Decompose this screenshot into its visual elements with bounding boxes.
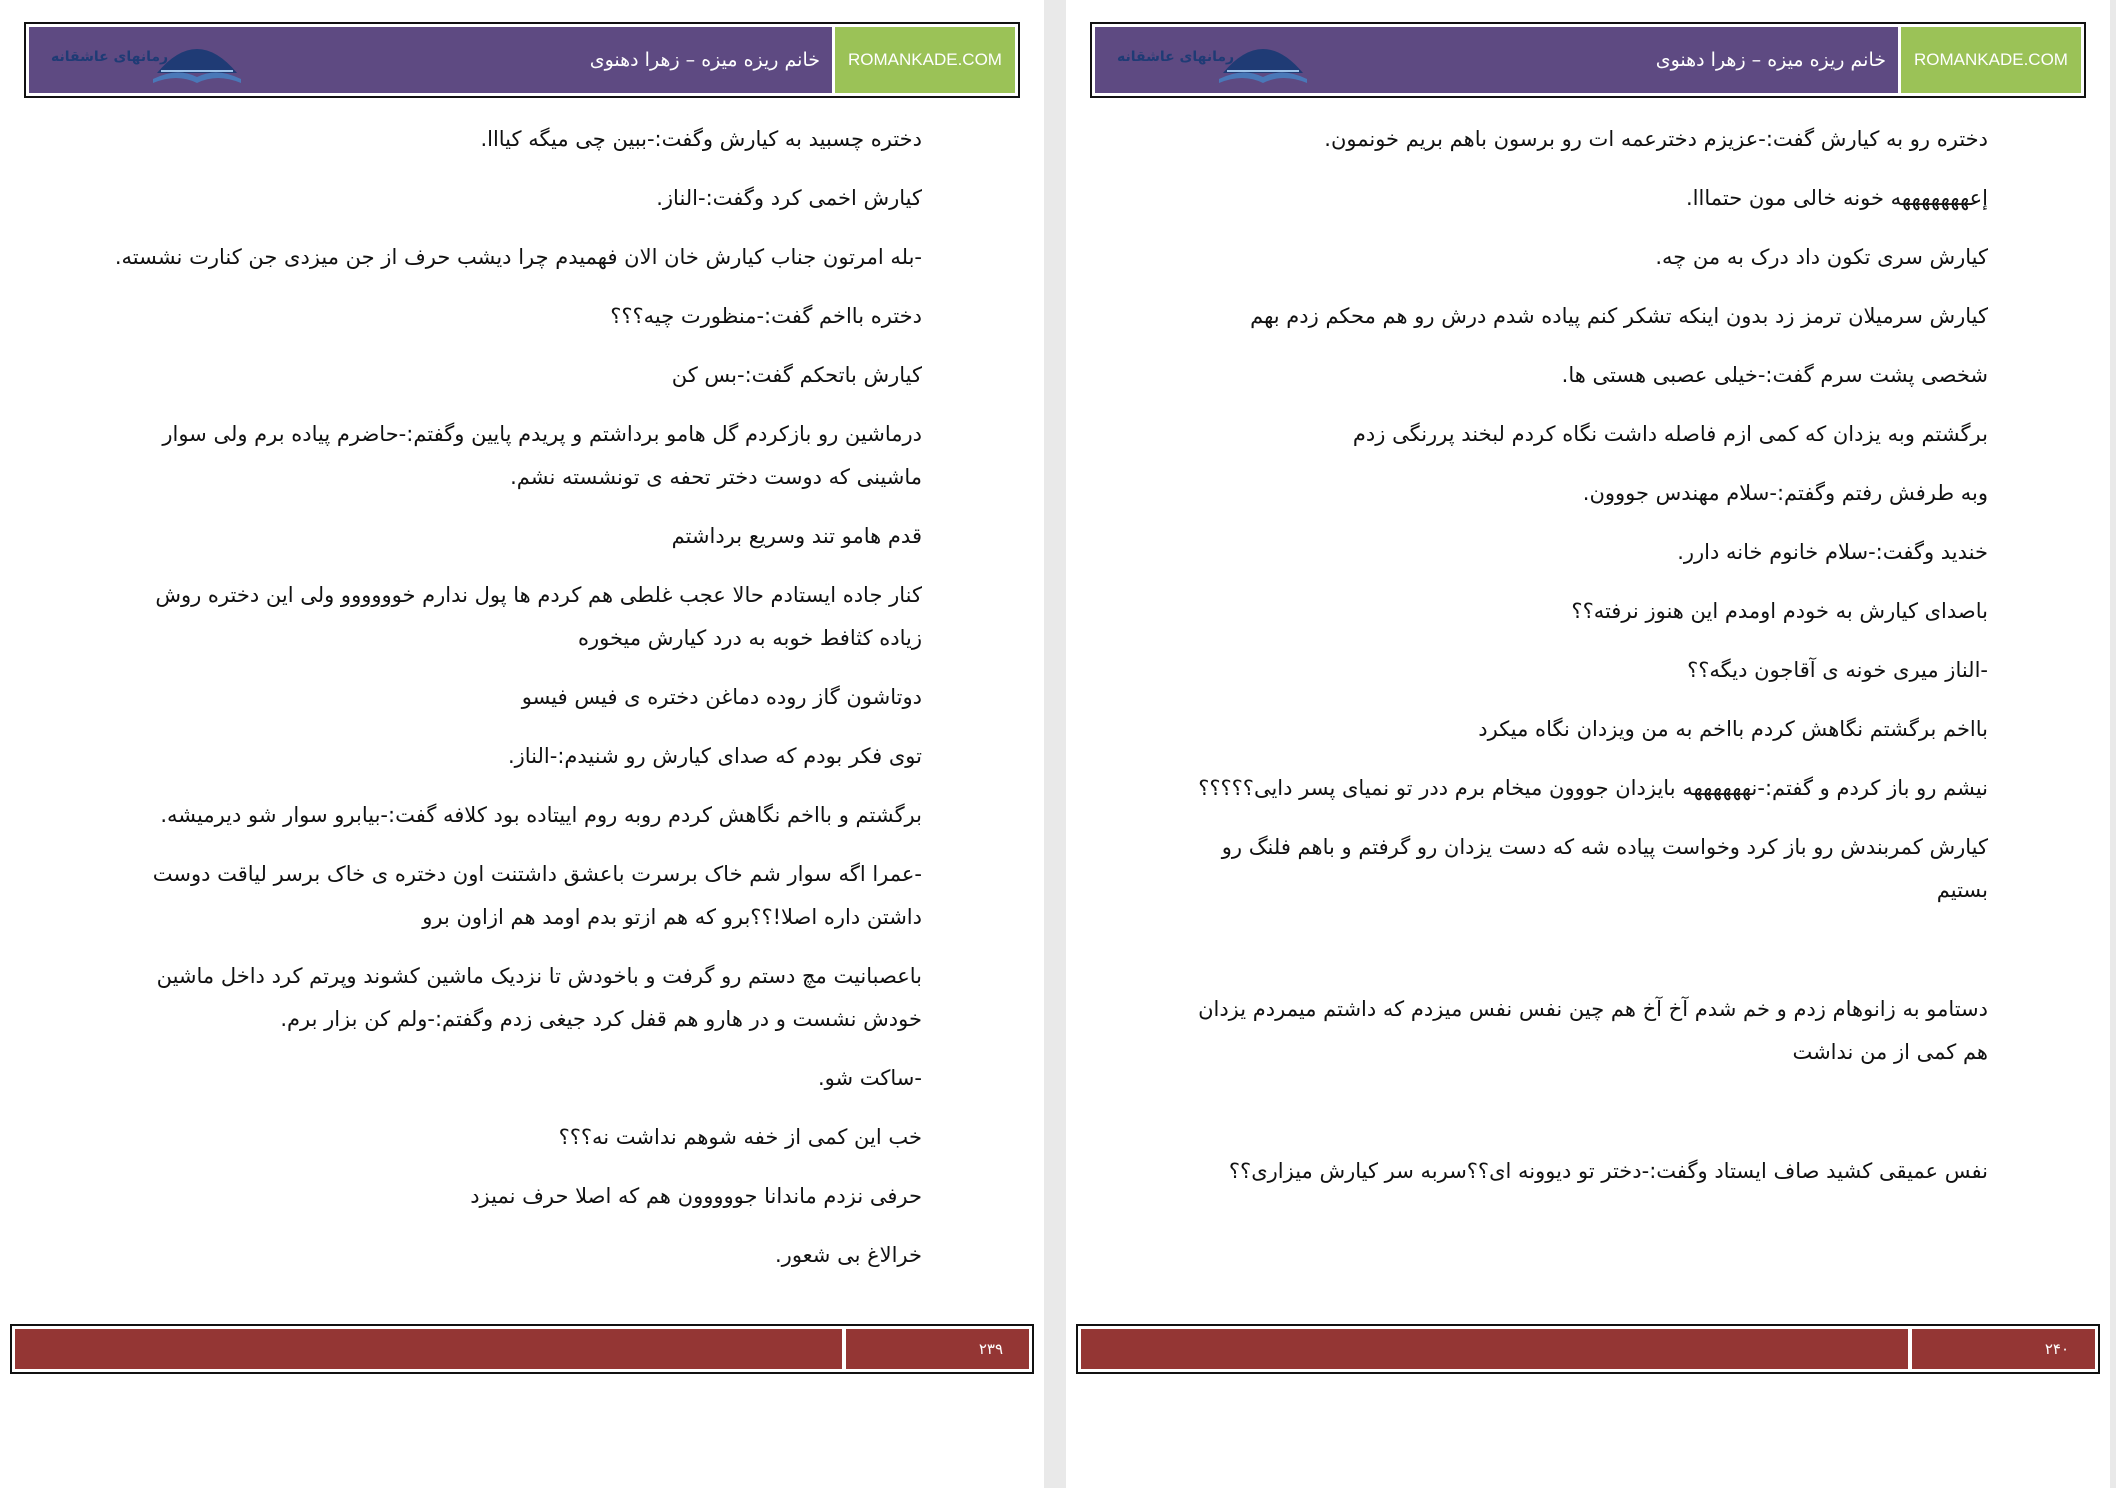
page-header — [1090, 22, 2086, 98]
paragraph: کیارش سرمیلان ترمز زد بدون اینکه تشکر کنم پیاده شدم درش رو هم محکم زدم بهم — [1250, 304, 1988, 328]
paragraph: برگشتم وبه یزدان که کمی ازم فاصله داشت نگاه کردم لبخند پررنگی زدم — [1352, 422, 1988, 446]
paragraph: -بله امرتون جناب کیارش خان الان فهمیدم چرا دیشب حرف از جن میزدی جن کنارت نشسته. — [114, 245, 922, 269]
paragraph: خرالاغ بی شعور. — [775, 1243, 922, 1267]
paragraph: دختره بااخم گفت:-منظورت چیه؟؟؟ — [610, 304, 922, 328]
paragraph-gap — [1178, 928, 1988, 988]
page-left — [0, 0, 1044, 1488]
paragraph: نیشم رو باز کردم و گفتم:-نههههههه بایزدان جووون میخام برم ددر تو نمیای پسر دایی؟؟؟؟؟ — [1198, 776, 1988, 800]
paragraph: کیارش سری تکون داد درک به من چه. — [1655, 245, 1988, 269]
footer-bar — [15, 1329, 842, 1369]
paragraph: بااخم برگشتم نگاهش کردم بااخم به من ویزدان نگاه میکرد — [1478, 717, 1988, 741]
paragraph: نفس عمیقی کشید صاف ایستاد وگفت:-دختر تو دیوونه ای؟؟سربه سر کیارش میزاری؟؟ — [1228, 1159, 1988, 1183]
page-text — [1178, 118, 1988, 1209]
book-logo-icon — [1213, 33, 1313, 89]
page-number: ۲۳۹ — [846, 1329, 1029, 1369]
header-banner — [1095, 27, 1898, 93]
paragraph: توی فکر بودم که صدای کیارش رو شنیدم:-الناز. — [507, 744, 922, 768]
paragraph: وبه طرفش رفتم وگفتم:-سلام مهندس جووون. — [1582, 481, 1988, 505]
footer-bar — [1081, 1329, 1908, 1369]
book-title: خانم ریزه میزه – زهرا دهنوی — [1655, 49, 1886, 71]
paragraph: -عمرا اگه سوار شم خاک برسرت باعشق داشتنت اون دختره ی خاک برسر لیاقت دوست داشتن داره اصلا!؟؟برو که هم ازتو بدم اومد هم ازاون برو — [152, 862, 922, 929]
paragraph: باصدای کیارش به خودم اومدم این هنوز نرفته؟؟ — [1571, 599, 1988, 623]
header-banner — [29, 27, 832, 93]
paragraph: باعصبانیت مچ دستم رو گرفت و باخودش تا نزدیک ماشین کشوند وپرتم کرد داخل ماشین خودش نشست و در هارو هم قفل کرد جیغی زدم وگفتم:-ولم کن بزار برم. — [156, 964, 922, 1031]
paragraph: خب این کمی از خفه شوهم نداشت نه؟؟؟ — [558, 1125, 922, 1149]
book-title: خانم ریزه میزه – زهرا دهنوی — [589, 49, 820, 71]
site-name[interactable]: ROMANKADE.COM — [1901, 27, 2081, 93]
paragraph: شخصی پشت سرم گفت:-خیلی عصبی هستی ها. — [1561, 363, 1988, 387]
paragraph: خندید وگفت:-سلام خانوم خانه دارر. — [1677, 540, 1988, 564]
paragraph: -ساکت شو. — [818, 1066, 922, 1090]
page-header — [24, 22, 1020, 98]
logo-text: رمانهای عاشقانه — [1117, 49, 1235, 65]
paragraph: حرفی نزدم ماندانا جووووون هم که اصلا حرف نمیزد — [470, 1184, 922, 1208]
paragraph: کنار جاده ایستادم حالا عجب غلطی هم کردم ها پول ندارم خوووووو ولی این دختره روش زیاده کثافط خوبه به درد کیارش میخوره — [155, 583, 922, 650]
paragraph: درماشین رو بازکردم گل هامو برداشتم و پریدم پایین وگفتم:-حاضرم پیاده برم ولی سوار ماشینی که دوست دختر تحفه ی تونشسته نشم. — [162, 422, 922, 489]
logo-text: رمانهای عاشقانه — [51, 49, 169, 65]
paragraph: کیارش باتحکم گفت:-بس کن — [671, 363, 922, 387]
paragraph: برگشتم و بااخم نگاهش کردم روبه روم اییتاده بود کلافه گفت:-بیابرو سوار شو دیرمیشه. — [160, 803, 922, 827]
paragraph: کیارش کمربندش رو باز کرد وخواست پیاده شه که دست یزدان رو گرفتم و باهم فلنگ رو بستیم — [1221, 835, 1988, 902]
page-footer — [1076, 1324, 2100, 1374]
site-name[interactable]: ROMANKADE.COM — [835, 27, 1015, 93]
page-text — [112, 118, 922, 1293]
site-logo — [1117, 33, 1317, 89]
paragraph: دختره رو به کیارش گفت:-عزیزم دخترعمه ات رو برسون باهم بریم خونمون. — [1324, 127, 1988, 151]
paragraph: قدم هامو تند وسریع برداشتم — [671, 524, 922, 548]
paragraph: کیارش اخمی کرد وگفت:-الناز. — [656, 186, 922, 210]
paragraph-gap — [1178, 1090, 1988, 1150]
paragraph: دستامو به زانوهام زدم و خم شدم آخ آخ هم چین نفس نفس میزدم که داشتم میمردم یزدان هم کمی از من نداشت — [1198, 997, 1988, 1064]
page-right — [1066, 0, 2110, 1488]
page-footer — [10, 1324, 1034, 1374]
page-number: ۲۴۰ — [1912, 1329, 2095, 1369]
paragraph: دوتاشون گاز روده دماغن دختره ی فیس فیسو — [521, 685, 922, 709]
paragraph: دختره چسبید به کیارش وگفت:-ببین چی میگه کیاﺍﺍ. — [480, 127, 922, 151]
paragraph: إعهههههههه خونه خالی مون حتماﺍﺍ. — [1685, 186, 1988, 210]
site-logo — [51, 33, 251, 89]
book-logo-icon — [147, 33, 247, 89]
paragraph: -الناز میری خونه ی آقاجون دیگه؟؟ — [1687, 658, 1988, 682]
